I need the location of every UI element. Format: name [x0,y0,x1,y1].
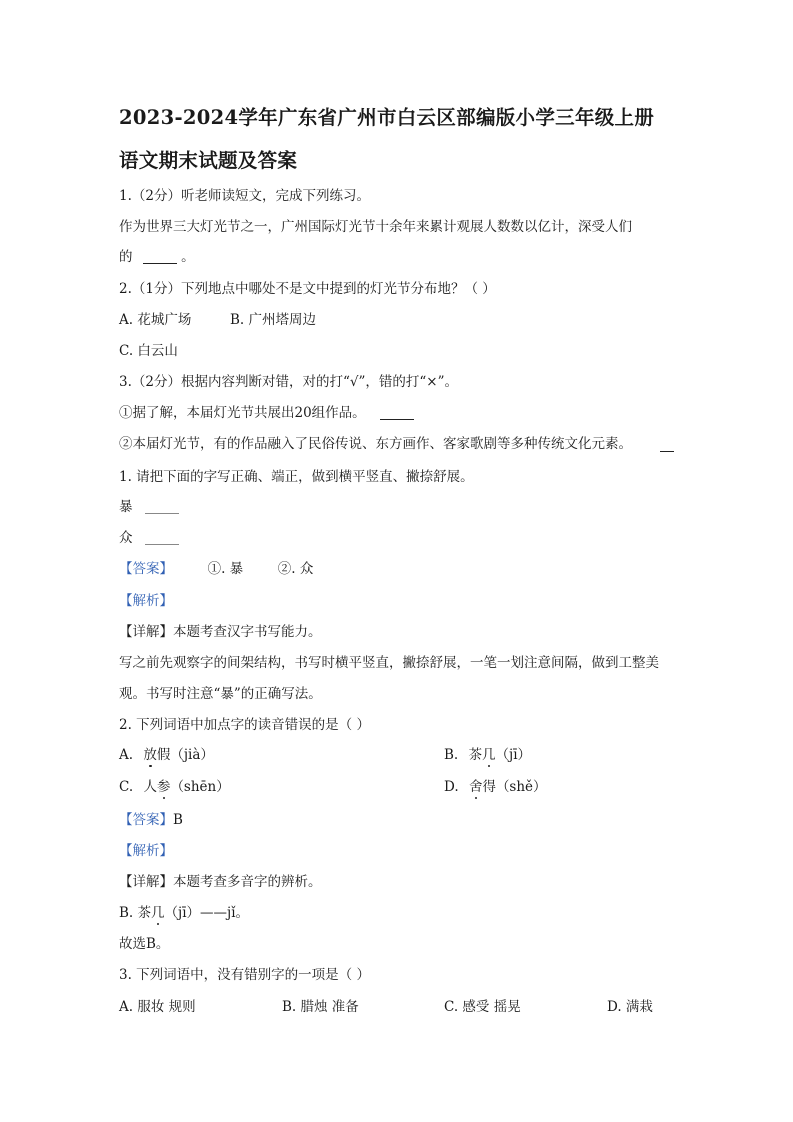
s2-option-b-pinyin: （jī） [495,747,532,763]
s1-detail-tag: 【详解】 [119,624,173,640]
q3-item-2: ②本届灯光节，有的作品融入了民俗传说、东方画作、客家歌剧等多种传统文化元素。 [119,436,632,452]
s1-answer-row [119,560,313,578]
s2-explain-pre: B. 茶 [119,905,152,921]
s3-option-a: A. 服妆 规则 [119,999,196,1015]
q2-option-a: A. 花城广场 [119,312,192,328]
s2-stem: 2. 下列词语中加点字的读音错误的是（ ） [119,717,370,733]
q3-item-1-row [119,404,414,422]
s2-option-a [119,746,214,764]
document-title-line-2: 语文期末试题及答案 [119,149,298,172]
s1-answer-2: ②. 众 [277,561,314,577]
s2-option-c-pinyin: （shēn） [170,779,230,795]
q1-stem: 1.（2分）听老师读短文，完成下列练习。 [119,188,370,204]
q1-answer-blank[interactable] [143,249,177,264]
q1-passage-post: 。 [181,249,195,265]
s1-answer-tag: 【答案】 [119,561,173,577]
s2-answer-tag: 【答案】 [119,812,173,828]
s2-detail-text: 本题考查多音字的辨析。 [173,874,322,890]
s3-option-c: C. 感受 摇晃 [444,999,521,1015]
s1-explain-line-2: 观。书写时注意“暴”的正确写法。 [119,686,322,702]
s2-explain-dotted-char: 几 [151,905,165,921]
s2-option-a-char: 假 [156,747,171,763]
q3-item-1-blank[interactable] [380,405,414,420]
s2-option-d-pinyin: （shě） [495,779,547,795]
s3-option-b: B. 腊烛 准备 [282,999,359,1015]
s1-detail-text: 本题考查汉字书写能力。 [173,624,322,640]
s2-explain-row [119,904,249,922]
q3-stem: 3.（2分）根据内容判断对错，对的打“√”，错的打“×”。 [119,374,458,390]
s1-char-2: 众 [119,530,133,546]
s2-answer-row [119,811,183,829]
document-title-line-1: 2023-2024学年广东省广州市白云区部编版小学三年级上册 [119,106,655,129]
s2-option-c-dotted-char: 参 [156,779,171,795]
s1-explain-line-1: 写之前先观察字的间架结构，书写时横平竖直，撇捺舒展，一笔一划注意间隔，做到工整美 [119,655,659,671]
s1-char-2-blank[interactable] [145,530,179,545]
q2-options-row [119,311,316,329]
q3-item-1: ①据了解，本届灯光节共展出20组作品。 [119,405,366,421]
q2-stem: 2.（1分）下列地点中哪处不是文中提到的灯光节分布地？（ ） [119,281,496,297]
s2-option-c [119,778,230,796]
q2-option-b: B. 广州塔周边 [229,312,316,328]
s3-option-d: D. 满栽 [607,999,653,1015]
s2-conclusion: 故选B。 [119,936,170,952]
q1-passage-line-1: 作为世界三大灯光节之一，广州国际灯光节十余年来累计观展人数数以亿计，深受人们 [119,219,632,235]
s1-answer-1: ①. 暴 [207,561,244,577]
s2-option-c-char: 人 [143,779,157,795]
s2-option-b-char: 茶 [468,747,483,763]
s1-stem: 1. 请把下面的字写正确、端正，做到横平竖直、撇捺舒展。 [119,469,474,485]
s3-stem: 3. 下列词语中，没有错别字的一项是（ ） [119,967,370,983]
s1-char-1-blank[interactable] [145,499,179,514]
s2-explain-post: （jī）——jǐ。 [164,905,250,921]
s2-option-d-char: 得 [482,779,496,795]
s2-option-d-dotted-char: 舍 [468,779,483,795]
s2-option-c-label: C. [119,779,134,795]
q1-passage-pre: 的 [119,249,133,265]
s1-analysis-tag: 【解析】 [119,593,173,609]
s2-option-b [444,746,531,764]
s2-option-d [444,778,547,796]
s2-detail-row [119,873,322,891]
s2-option-a-dotted-char: 放 [143,747,157,763]
q1-passage-line-2 [119,248,195,266]
s2-option-d-label: D. [444,779,459,795]
s2-option-a-label: A. [119,747,134,763]
s2-option-b-dotted-char: 几 [482,747,496,763]
s1-char-2-row [119,529,179,547]
s2-answer-value: B [173,812,183,828]
s2-detail-tag: 【详解】 [119,874,173,890]
s1-char-1: 暴 [119,499,133,515]
s1-detail-row [119,623,322,641]
s2-option-b-label: B. [444,747,459,763]
q2-option-c: C. 白云山 [119,343,178,359]
s2-analysis-tag: 【解析】 [119,843,173,859]
s2-option-a-pinyin: （jià） [170,747,214,763]
s1-char-1-row [119,498,179,516]
q3-item-2-blank[interactable] [660,437,674,452]
